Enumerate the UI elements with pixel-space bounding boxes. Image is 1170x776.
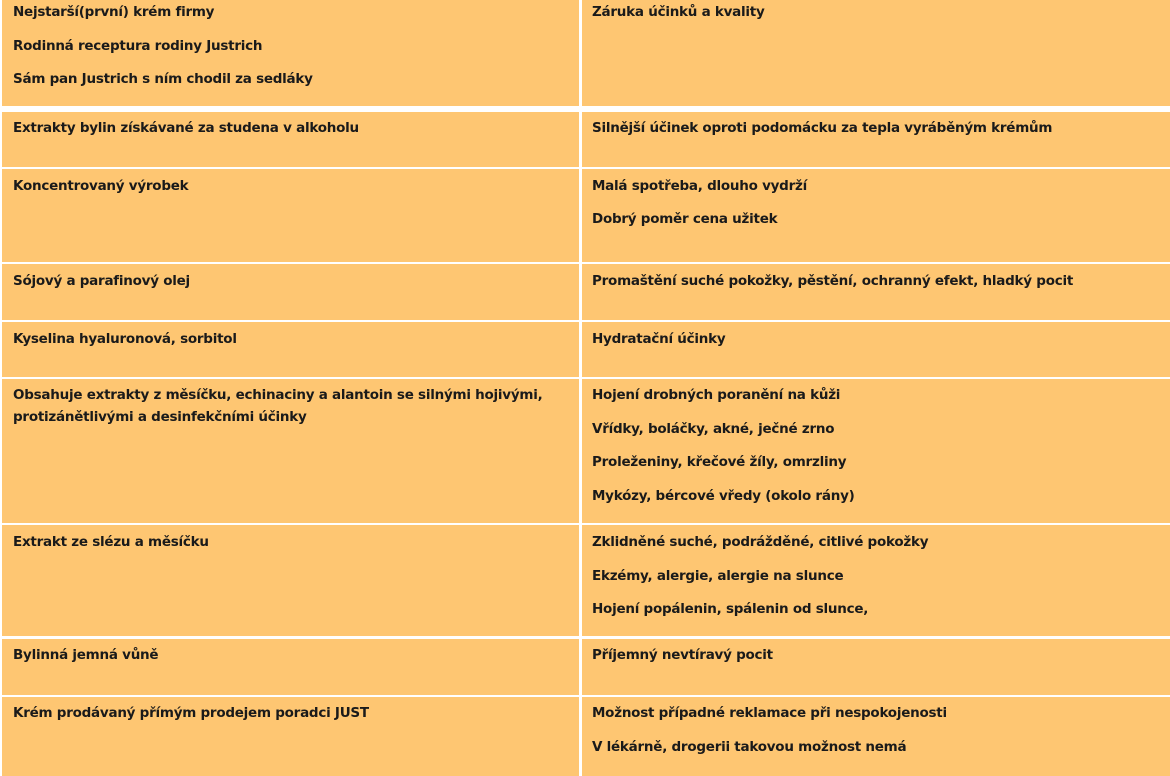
benefit-cell [582, 0, 1170, 106]
feature-text: Koncentrovaný výrobek [13, 178, 189, 194]
benefit-text: Mykózy, bércové vředy (okolo rány) [592, 488, 855, 504]
feature-text: Extrakty bylin získávané za studena v alkoholu [13, 120, 359, 136]
benefit-text: Silnější účinek oproti podomácku za tepla vyráběným krémům [592, 120, 1053, 136]
benefit-text: Dobrý poměr cena užitek [592, 211, 778, 227]
feature-text: Obsahuje extrakty z měsíčku, echinaciny a alantoin se silnými hojivými, [13, 387, 543, 403]
feature-cell [2, 169, 579, 262]
benefit-text: V lékárně, drogerii takovou možnost nemá [592, 739, 907, 755]
benefit-text: Hydratační účinky [592, 331, 726, 347]
benefit-text: Ekzémy, alergie, alergie na slunce [592, 568, 844, 584]
table-row [0, 264, 1170, 320]
table-row [0, 639, 1170, 695]
benefit-text: Hojení drobných poranění na kůži [592, 387, 841, 403]
feature-cell [2, 525, 579, 636]
table-row [0, 169, 1170, 262]
feature-cell [2, 264, 579, 320]
feature-text: Sójový a parafinový olej [13, 273, 190, 289]
feature-cell [2, 697, 579, 776]
feature-text: Sám pan Justrich s ním chodil za sedláky [13, 71, 313, 87]
benefit-text: Proleženiny, křečové žíly, omrzliny [592, 454, 847, 470]
benefit-text: Malá spotřeba, dlouho vydrží [592, 178, 807, 194]
feature-text: Extrakt ze slézu a měsíčku [13, 534, 209, 550]
feature-text: Kyselina hyaluronová, sorbitol [13, 331, 237, 347]
table-row [0, 0, 1170, 106]
feature-text: Krém prodávaný přímým prodejem poradci JUST [13, 705, 369, 721]
feature-text: Rodinná receptura rodiny Justrich [13, 38, 263, 54]
benefit-text: Zklidněné suché, podrážděné, citlivé pokožky [592, 534, 929, 550]
table-row [0, 525, 1170, 636]
table-row [0, 697, 1170, 776]
benefit-cell [582, 264, 1170, 320]
benefit-cell [582, 322, 1170, 377]
feature-cell [2, 0, 579, 106]
benefit-text: Promaštění suché pokožky, pěstění, ochranný efekt, hladký pocit [592, 273, 1074, 289]
benefit-text: Možnost případné reklamace při nespokojenosti [592, 705, 947, 721]
benefit-cell [582, 169, 1170, 262]
feature-text: protizánětlivými a desinfekčními účinky [13, 409, 307, 425]
feature-cell [2, 639, 579, 695]
benefit-text: Vřídky, boláčky, akné, ječné zrno [592, 421, 835, 437]
benefit-cell [582, 525, 1170, 636]
benefit-text: Záruka účinků a kvality [592, 4, 765, 20]
table-row [0, 379, 1170, 523]
feature-cell [2, 112, 579, 167]
benefit-cell [582, 639, 1170, 695]
table-row [0, 112, 1170, 167]
benefit-cell [582, 697, 1170, 776]
benefit-text: Hojení popálenin, spálenin od slunce, [592, 601, 869, 617]
table-row [0, 322, 1170, 377]
feature-text: Nejstarší(první) krém firmy [13, 4, 215, 20]
benefit-cell [582, 112, 1170, 167]
feature-text: Bylinná jemná vůně [13, 647, 159, 663]
benefit-cell [582, 379, 1170, 523]
feature-cell [2, 379, 579, 523]
feature-cell [2, 322, 579, 377]
benefit-text: Příjemný nevtíravý pocit [592, 647, 773, 663]
